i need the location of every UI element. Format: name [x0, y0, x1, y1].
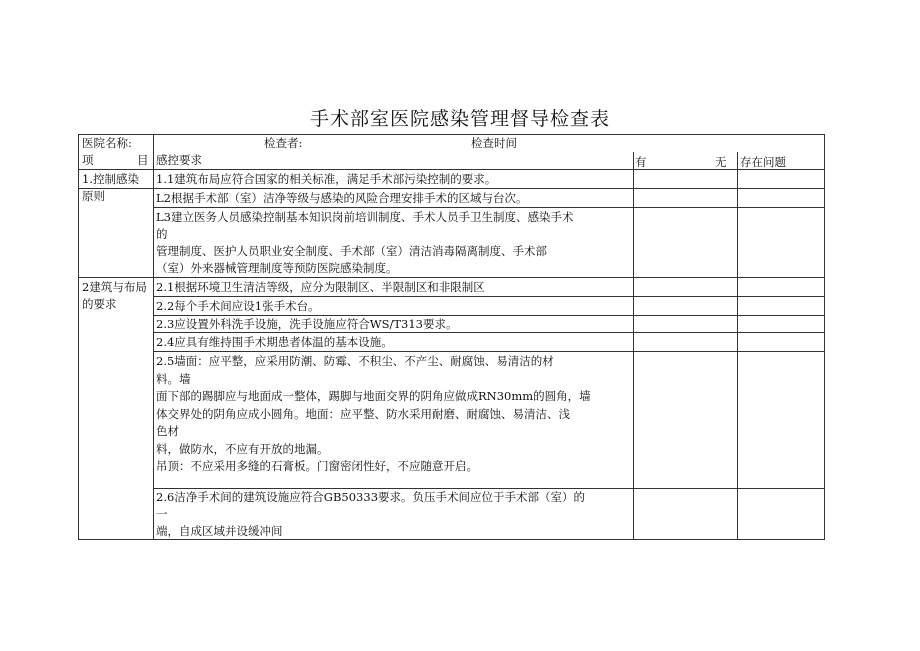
row-divider: [79, 277, 824, 278]
inspection-time-label: 检查时间: [471, 136, 517, 150]
requirement-text: 2.3应设置外科洗手设施，洗手设施应符合WS/T313要求。: [156, 317, 458, 331]
requirement-text: 色材: [156, 424, 179, 438]
requirement-text: 2.2每个手术间应设1张手术台。: [156, 299, 320, 313]
requirement-text: 吊顶：不应采用多缝的石膏板。门窗密闭性好，不应随意开启。: [156, 459, 478, 473]
requirement-text: L2根据手术部（室）洁净等级与感染的风险合理安排手术的区域与台次。: [156, 191, 528, 205]
page-title: 手术部室医院感染管理督导检查表: [309, 108, 610, 130]
issue-header: 存在问题: [740, 155, 786, 169]
column-divider: [737, 152, 738, 539]
row-divider: [153, 351, 824, 352]
row-divider: [79, 188, 824, 189]
requirement-text: （室）外来器械管理制度等预防医院感染制度。: [156, 261, 398, 275]
requirement-text: 2.1根据环境卫生清洁等级，应分为限制区、半限制区和非限制区: [156, 280, 485, 294]
requirement-text: 料，做防水，不应有开放的地漏。: [156, 442, 329, 456]
no-header: 无: [715, 155, 727, 169]
requirement-text: 端，自成区域并设缓冲间: [156, 524, 283, 538]
inspector-label: 检查者:: [264, 136, 303, 150]
requirement-text: 2.4应具有维持围手术期患者体温的基本设施。: [156, 335, 393, 349]
column-divider: [153, 135, 154, 539]
row-divider: [153, 296, 824, 297]
requirement-text: 管理制度、医护人员职业安全制度、手术部（室）清洁消毒隔离制度、手术部: [156, 244, 547, 258]
requirement-text: 的: [156, 227, 168, 241]
inspection-table: [78, 134, 825, 540]
section-name: 原则: [82, 189, 105, 203]
requirement-text: 料。墙: [156, 372, 191, 386]
item-label: 目: [137, 153, 149, 167]
requirement-header: 感控要求: [156, 153, 202, 167]
requirement-text: 面下部的踢脚应与地面成一整体，踢脚与地面交界的阴角应做成RN30mm的圆角，墙: [156, 389, 591, 403]
section-name: 的要求: [82, 297, 117, 311]
requirement-text: L3建立医务人员感染控制基本知识岗前培训制度、手术人员手卫生制度、感染手术: [156, 210, 574, 224]
requirement-text: 2.5墙面：应平整，应采用防潮、防霉、不积尘、不产尘、耐腐蚀、易清洁的材: [156, 354, 554, 368]
requirement-text: 一: [156, 507, 168, 521]
section-name: 1.控制感染: [82, 172, 139, 186]
requirement-text: 2.6洁净手术间的建筑设施应符合GB50333要求。负压手术间应位于手术部（室）的: [156, 490, 586, 504]
column-divider: [633, 152, 634, 539]
hospital-name-label: 医院名称:: [82, 136, 132, 150]
requirement-text: 1.1建筑布局应符合国家的相关标准，满足手术部污染控制的要求。: [156, 172, 497, 186]
row-divider: [79, 169, 824, 170]
requirement-text: 体交界处的阴角应成小圆角。地面：应平整、防水采用耐磨、耐腐蚀、易清洁、浅: [156, 407, 570, 421]
yes-header: 有: [635, 155, 647, 169]
item-label: 项: [82, 153, 94, 167]
row-divider: [153, 207, 824, 208]
section-name: 2建筑与布局: [82, 280, 147, 294]
